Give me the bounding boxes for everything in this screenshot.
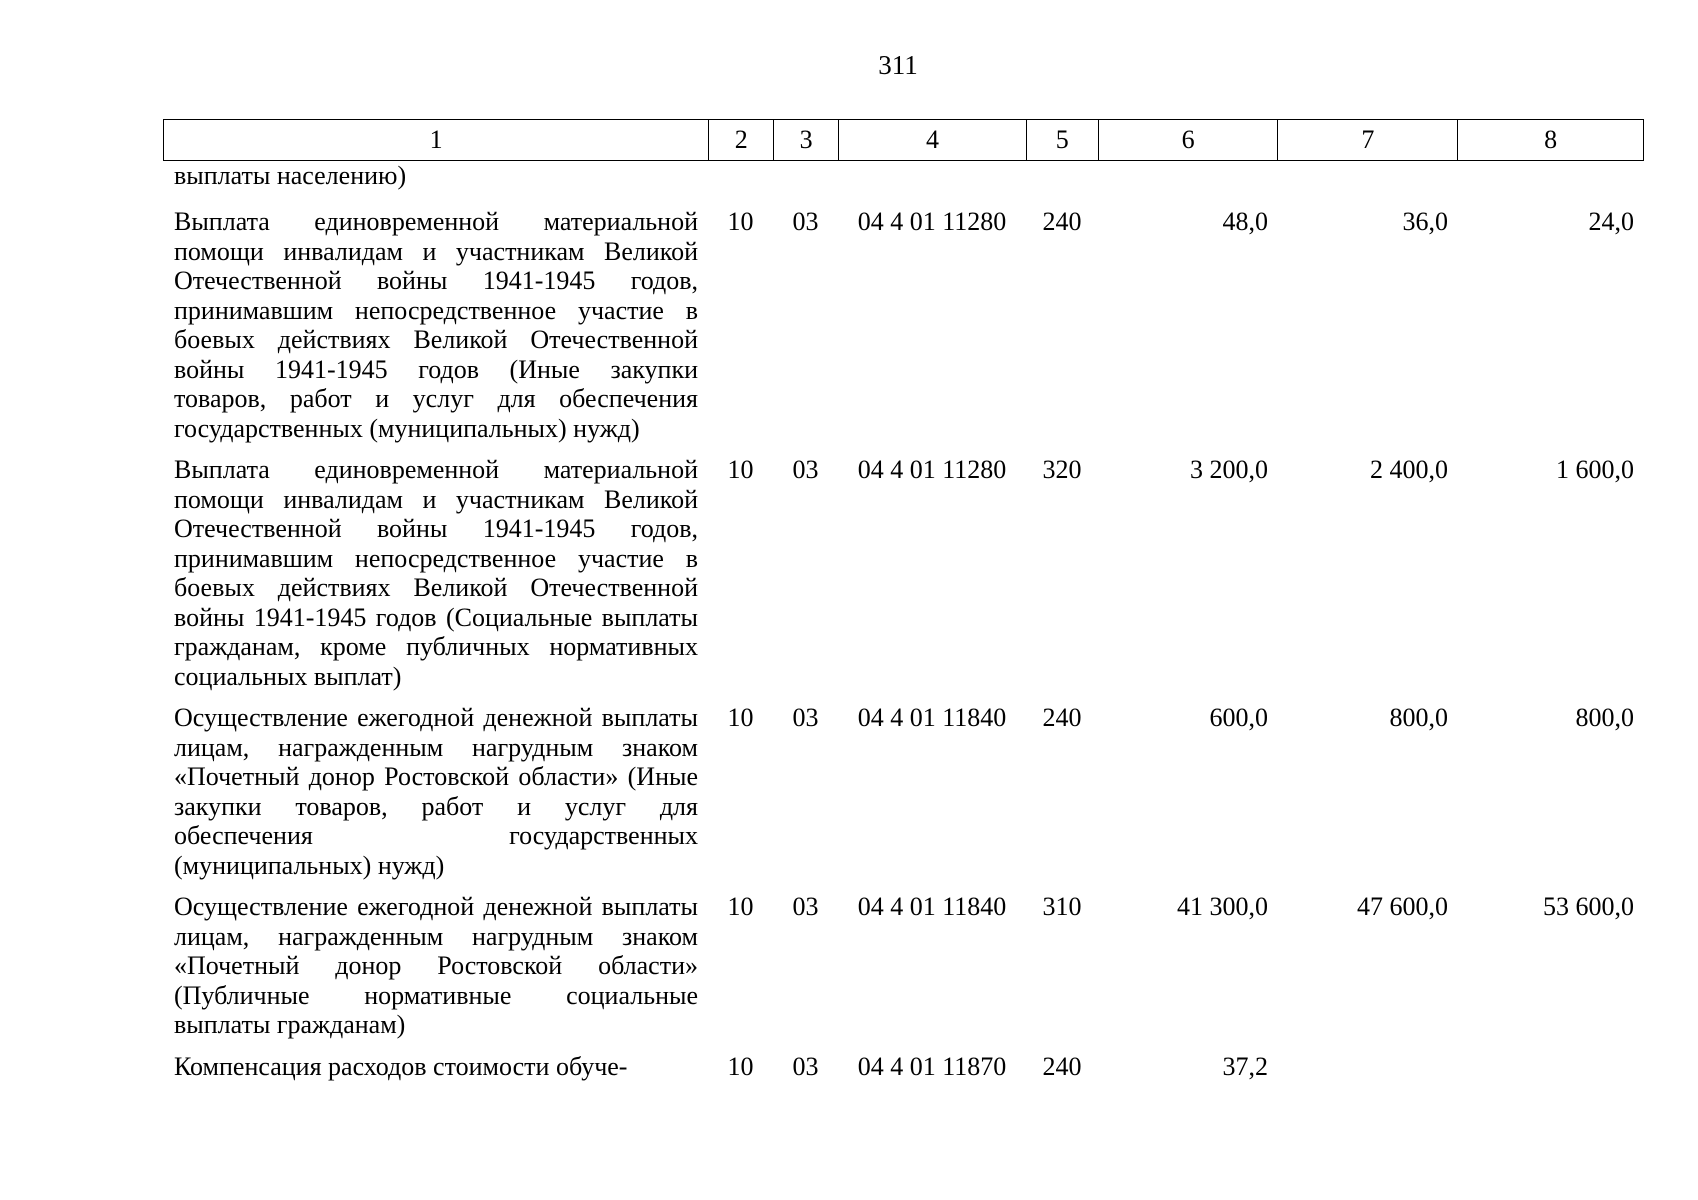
row-amount-col-7 xyxy=(1278,1052,1458,1082)
header-col-2: 2 xyxy=(708,120,773,160)
row-description: Осуществление ежегодной денежной выплаты лицам, награжденным нагрудным знаком «Почетный донор Ростовской области» (Иные закупки товаров, работ и услуг для обеспечения государственных (муниципальных) нужд) xyxy=(174,703,698,880)
row-amount-col-6: 600,0 xyxy=(1209,703,1268,732)
table-row xyxy=(163,892,1644,1040)
table-row xyxy=(163,703,1644,880)
row-amount-col-8: 24,0 xyxy=(1588,207,1634,236)
row-expense-type: 240 xyxy=(1042,1051,1082,1081)
row-target-article: 04 4 01 11280 xyxy=(857,207,1007,236)
page-number: 311 xyxy=(878,50,918,80)
table-header xyxy=(163,119,1644,161)
row-amount-col-6: 41 300,0 xyxy=(1177,892,1268,921)
row-section: 10 xyxy=(727,207,754,236)
row-expense-type: 240 xyxy=(1042,207,1082,236)
budget-table xyxy=(163,119,1644,1093)
header-col-7: 7 xyxy=(1277,120,1457,160)
row-description: Осуществление ежегодной денежной выплаты лицам, награжденным нагрудным знаком «Почетный донор Ростовской области» (Публичные нормативные социальные выплаты гражданам) xyxy=(174,892,698,1039)
row-section: 10 xyxy=(727,892,754,921)
row-amount-col-6: 37,2 xyxy=(1222,1051,1268,1081)
header-col-6: 6 xyxy=(1098,120,1278,160)
row-target-article: 04 4 01 11840 xyxy=(857,703,1007,732)
table-row xyxy=(163,207,1644,443)
row-amount-col-8 xyxy=(1458,1052,1644,1082)
row-subsection: 03 xyxy=(792,703,819,732)
row-amount-col-6: 48,0 xyxy=(1222,207,1268,236)
row-amount-col-7: 800,0 xyxy=(1389,703,1448,732)
header-col-3: 3 xyxy=(773,120,838,160)
row-section: 10 xyxy=(727,703,754,732)
table-row xyxy=(163,455,1644,691)
row-section: 10 xyxy=(727,455,754,484)
row-expense-type: 240 xyxy=(1042,703,1082,732)
table-body xyxy=(163,207,1644,1081)
row-subsection: 03 xyxy=(792,455,819,484)
row-amount-col-8: 800,0 xyxy=(1575,703,1634,732)
row-subsection: 03 xyxy=(792,1051,819,1081)
row-amount-col-7: 36,0 xyxy=(1402,207,1448,236)
row-amount-col-6: 3 200,0 xyxy=(1190,455,1268,484)
row-amount-col-7: 2 400,0 xyxy=(1370,455,1448,484)
table-row xyxy=(163,1052,1644,1082)
row-amount-col-7: 47 600,0 xyxy=(1357,892,1448,921)
row-description: Выплата единовременной материальной помощи инвалидам и участникам Великой Отечественной войны 1941-1945 годов, принимавшим непосредственное участие в боевых действиях Великой Отечественной войны 1941-1945 годов (Социальные выплаты гражданам, кроме публичных нормативных социальных выплат) xyxy=(174,455,698,691)
row-target-article: 04 4 01 11280 xyxy=(857,455,1007,484)
row-section: 10 xyxy=(727,1051,754,1081)
header-col-1: 1 xyxy=(429,125,443,154)
header-col-4: 4 xyxy=(838,120,1026,160)
row-subsection: 03 xyxy=(792,892,819,921)
continuation-text: выплаты населению) xyxy=(174,161,407,190)
row-subsection: 03 xyxy=(792,207,819,236)
row-expense-type: 320 xyxy=(1042,455,1082,484)
row-description: Выплата единовременной материальной помощи инвалидам и участникам Великой Отечественной войны 1941-1945 годов, принимавшим непосредственное участие в боевых действиях Великой Отечественной войны 1941-1945 годов (Иные закупки товаров, работ и услуг для обеспечения государственных (муниципальных) нужд) xyxy=(174,207,698,443)
header-col-8: 8 xyxy=(1457,120,1643,160)
row-amount-col-8: 1 600,0 xyxy=(1556,455,1634,484)
row-target-article: 04 4 01 11840 xyxy=(857,892,1007,921)
row-amount-col-8: 53 600,0 xyxy=(1543,892,1634,921)
row-description: Компенсация расходов стоимости обуче- xyxy=(174,1051,628,1081)
header-col-5: 5 xyxy=(1026,120,1098,160)
row-target-article: 04 4 01 11870 xyxy=(857,1051,1007,1081)
row-expense-type: 310 xyxy=(1042,892,1082,921)
